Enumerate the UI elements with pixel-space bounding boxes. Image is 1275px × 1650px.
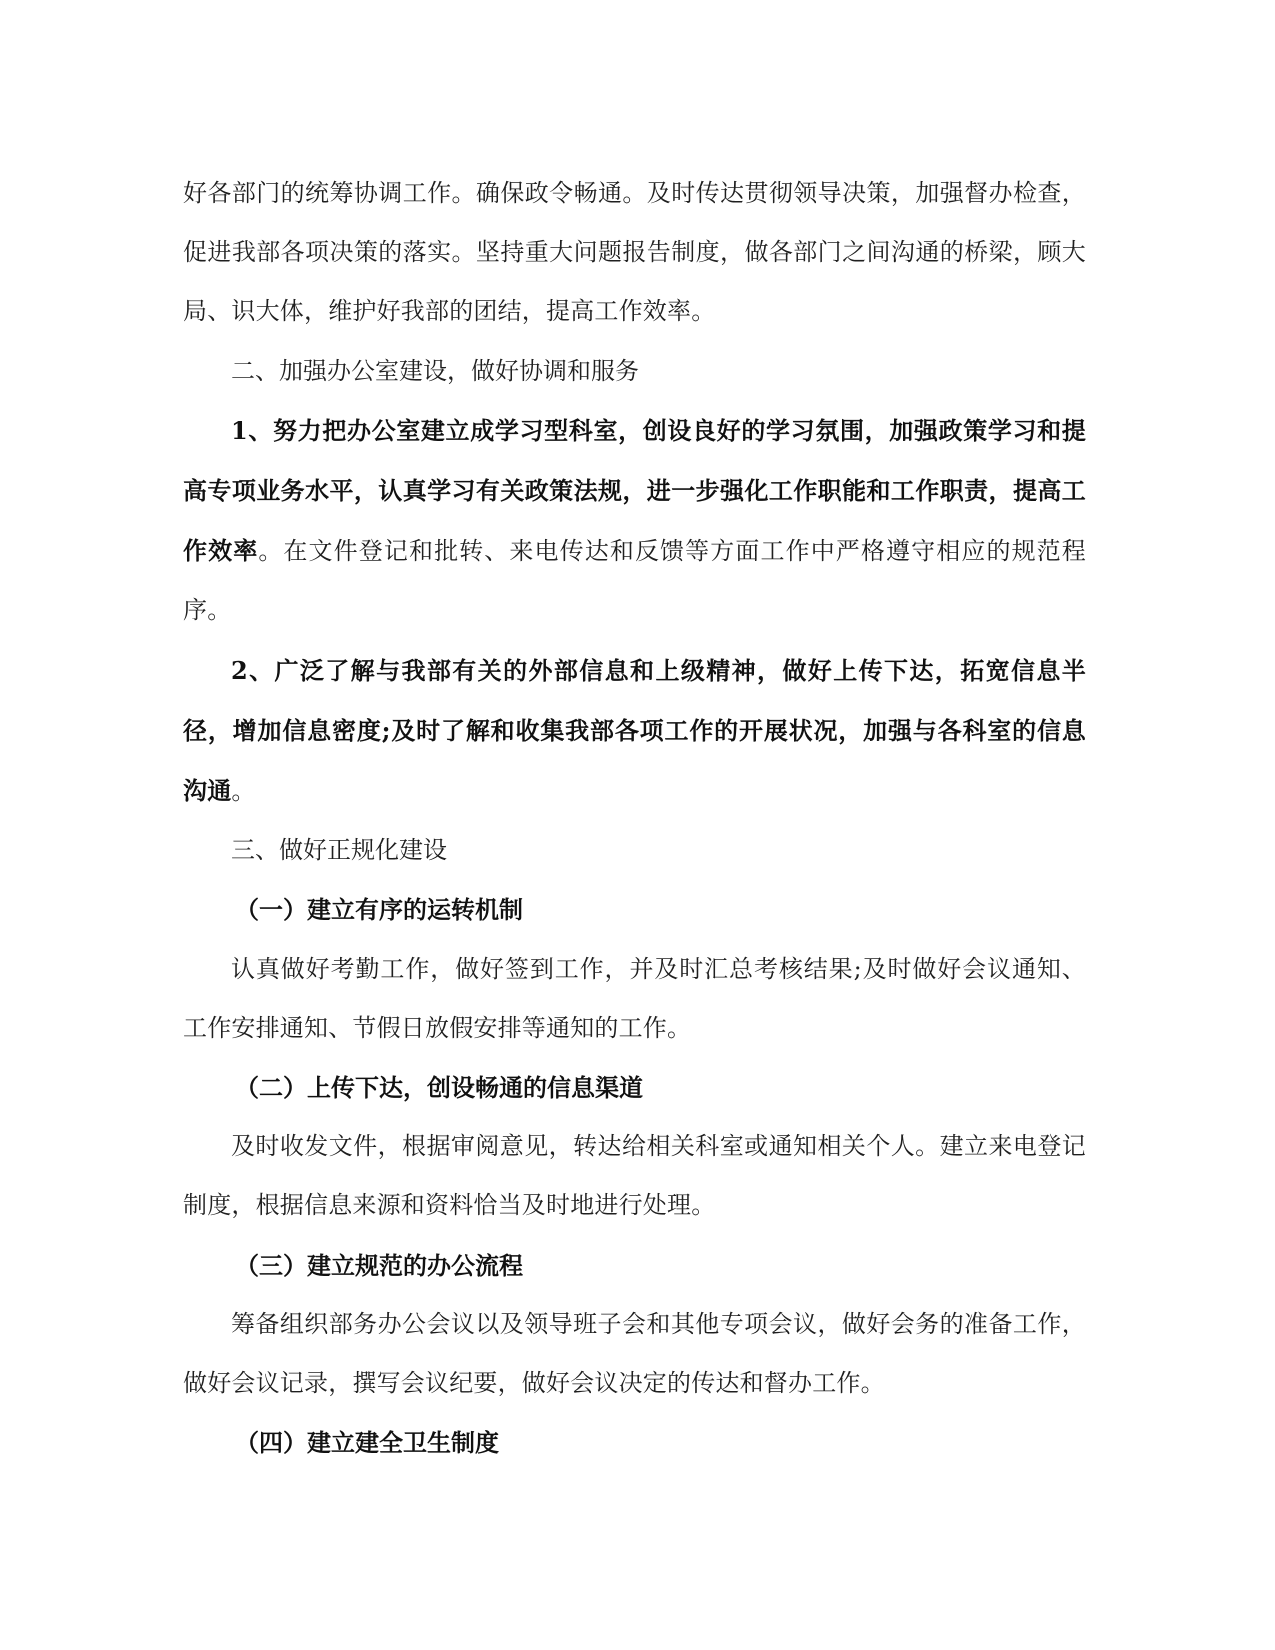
subsection-3-heading: （三）建立规范的办公流程: [235, 1250, 523, 1280]
subsection-1-text: 认真做好考勤工作，做好签到工作，并及时汇总考核结果;及时做好会议通知、工作安排通知、节假日放假安排等通知的工作。: [183, 954, 1086, 1042]
item-1-bold-text: 1、努力把办公室建立成学习型科室，创设良好的学习氛围，加强政策学习和提高专项业务水平，认真学习有关政策法规，进一步强化工作职能和工作职责，提高工作效率: [183, 415, 1086, 566]
section-3-heading: 三、做好正规化建设: [231, 836, 447, 865]
item-1-rest-text: 。在文件登记和批转、来电传达和反馈等方面工作中严格遵守相应的规范程序。: [183, 537, 1086, 625]
intro-paragraph: 好各部门的统筹协调工作。确保政令畅通。及时传达贯彻领导决策，加强督办检查，促进我部各项决策的落实。坚持重大问题报告制度，做各部门之间沟通的桥梁，顾大局、识大体，维护好我部的团结，提高工作效率。: [183, 179, 1086, 326]
item-2-rest-text: 。: [231, 777, 256, 806]
subsection-2-heading: （二）上传下达，创设畅通的信息渠道: [235, 1073, 643, 1103]
section-2-heading: 二、加强办公室建设，做好协调和服务: [231, 356, 639, 385]
item-1-paragraph: [183, 401, 1086, 641]
subsection-3-text: 筹备组织部务办公会议以及领导班子会和其他专项会议，做好会务的准备工作，做好会议记录，撰写会议纪要，做好会议决定的传达和督办工作。: [183, 1309, 1086, 1398]
subsection-4-heading: （四）建立建全卫生制度: [235, 1428, 499, 1458]
subsection-2-text: 及时收发文件，根据审阅意见，转达给相关科室或通知相关个人。建立来电登记制度，根据信息来源和资料恰当及时地进行处理。: [183, 1132, 1086, 1220]
item-2-bold-text: 2、广泛了解与我部有关的外部信息和上级精神，做好上传下达，拓宽信息半径，增加信息密度;及时了解和收集我部各项工作的开展状况，加强与各科室的信息沟通: [183, 655, 1086, 806]
item-2-paragraph: [183, 641, 1086, 822]
document-body: [183, 164, 1086, 1472]
subsection-1-heading: （一）建立有序的运转机制: [235, 895, 523, 925]
